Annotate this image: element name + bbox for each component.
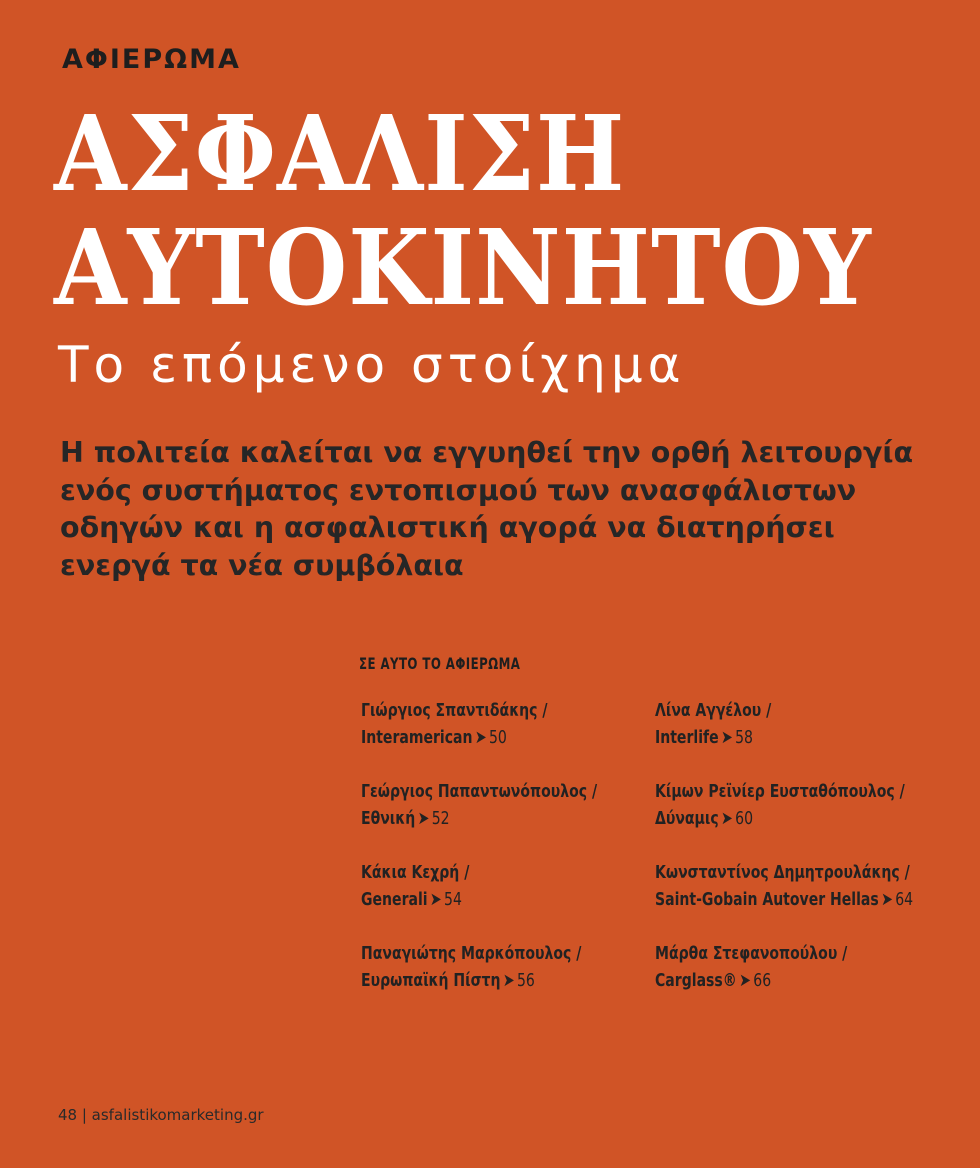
toc-entry-company: Generali bbox=[361, 889, 428, 910]
toc-entry[interactable] bbox=[655, 778, 913, 832]
toc-entry[interactable] bbox=[655, 859, 913, 913]
lead-line: ενεργά τα νέα συμβόλαια bbox=[60, 548, 464, 582]
toc-entry-name: Κίμων Ρεϊνίερ Ευσταθόπουλος / bbox=[655, 781, 905, 802]
toc-entry[interactable] bbox=[655, 940, 913, 994]
toc-heading: ΣΕ ΑΥΤΟ ΤΟ ΑΦΙΕΡΩΜΑ bbox=[359, 654, 521, 673]
page-folio: 48 | asfalistikomarketing.gr bbox=[58, 1106, 264, 1124]
toc-entry-page: 50 bbox=[488, 727, 507, 748]
arrow-icon: ➤ bbox=[417, 808, 430, 829]
toc-entry-page: 64 bbox=[895, 889, 914, 910]
toc-entry[interactable] bbox=[361, 778, 597, 832]
arrow-icon: ➤ bbox=[720, 727, 733, 748]
toc-entry-company: Interlife bbox=[655, 727, 719, 748]
toc-entry-name: Μάρθα Στεφανοπούλου / bbox=[655, 943, 848, 964]
toc-entry-company: Carglass® bbox=[655, 970, 737, 991]
toc-entry-page: 54 bbox=[444, 889, 462, 910]
toc-column-left bbox=[361, 697, 664, 1021]
toc-entry-name: Κωνσταντίνος Δημητρουλάκης / bbox=[655, 862, 910, 883]
toc-entry-page: 56 bbox=[516, 970, 535, 991]
toc-entry-page: 66 bbox=[753, 970, 772, 991]
lead-paragraph bbox=[60, 434, 920, 584]
toc-entry-page: 52 bbox=[431, 808, 450, 829]
toc-entry-company: Δύναμις bbox=[655, 808, 719, 829]
toc-column-right bbox=[655, 697, 980, 1021]
toc-entry-company: Εθνική bbox=[361, 808, 416, 829]
toc-entry[interactable] bbox=[361, 940, 597, 994]
toc-entry-company: Ευρωπαϊκή Πίστη bbox=[361, 970, 501, 991]
toc-entry[interactable] bbox=[361, 697, 597, 751]
arrow-icon: ➤ bbox=[429, 889, 442, 910]
arrow-icon: ➤ bbox=[474, 727, 487, 748]
toc-entry-name: Γεώργιος Παπαντωνόπουλος / bbox=[361, 781, 598, 802]
lead-line: οδηγών και η ασφαλιστική αγορά να διατηρήσει bbox=[60, 511, 835, 544]
toc-entry-name: Κάκια Κεχρή / bbox=[361, 862, 470, 883]
toc-entry-name: Λίνα Αγγέλου / bbox=[655, 700, 772, 721]
section-label: ΑΦΙΕΡΩΜΑ bbox=[62, 44, 241, 75]
lead-line: ενός συστήματος εντοπισμού των ανασφάλιστων bbox=[60, 473, 857, 507]
toc-entry[interactable] bbox=[361, 859, 597, 913]
title-line-2: ΑΥΤΟΚΙΝΗΤΟΥ bbox=[54, 206, 872, 329]
toc-entry-company: Saint-Gobain Autover Hellas bbox=[655, 889, 879, 910]
subtitle: Το επόμενο στοίχημα bbox=[58, 336, 686, 394]
toc-entry-name: Γιώργιος Σπαντιδάκης / bbox=[361, 700, 548, 721]
toc-entry-page: 60 bbox=[735, 808, 754, 829]
lead-line: Η πολιτεία καλείται να εγγυηθεί την ορθή λειτουργία bbox=[60, 436, 914, 469]
title-line-1: ΑΣΦΑΛΙΣΗ bbox=[54, 92, 626, 215]
arrow-icon: ➤ bbox=[502, 970, 515, 991]
toc-entry-company: Interamerican bbox=[361, 727, 473, 748]
toc-entry-page: 58 bbox=[735, 727, 753, 748]
toc-entry[interactable] bbox=[655, 697, 913, 751]
arrow-icon: ➤ bbox=[721, 808, 733, 829]
arrow-icon: ➤ bbox=[739, 970, 751, 991]
arrow-icon: ➤ bbox=[881, 889, 893, 910]
toc-entry-name: Παναγιώτης Μαρκόπουλος / bbox=[361, 943, 582, 964]
